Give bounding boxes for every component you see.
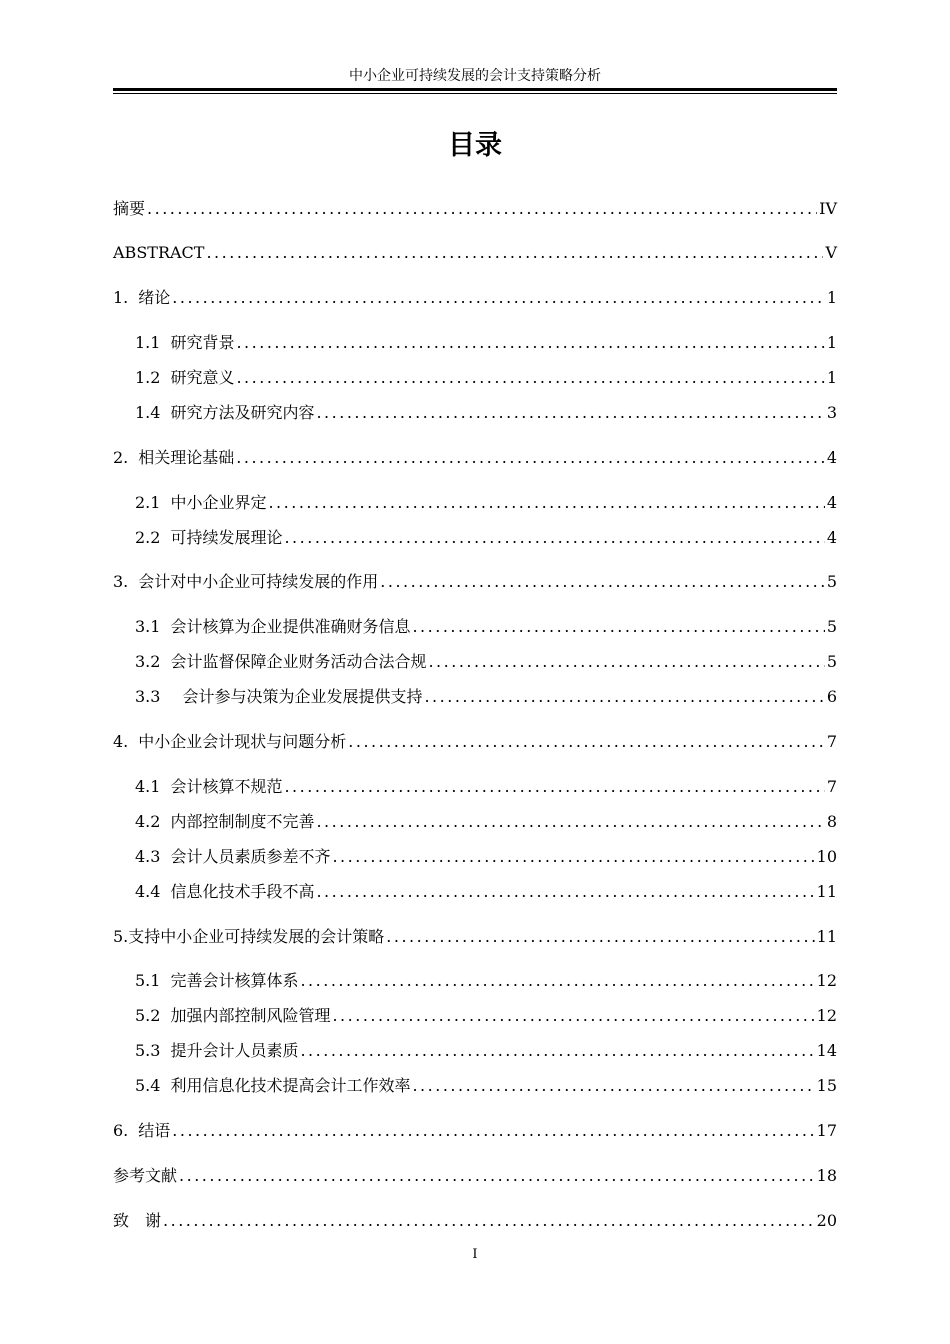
toc-entry-page: V (825, 243, 837, 262)
toc-entry-4-3[interactable] (135, 842, 837, 868)
toc-entry-4-1[interactable] (135, 772, 837, 798)
toc-entry-page: 7 (826, 777, 837, 796)
toc-entry-3-2[interactable] (135, 647, 837, 673)
toc-entry-number: 5.2 (135, 1006, 161, 1025)
toc-entry-number: 1.2 (135, 368, 161, 387)
toc-leader-dots (332, 846, 814, 868)
toc-leader-dots (268, 492, 824, 514)
toc-entry-references[interactable] (113, 1161, 837, 1187)
toc-entry-label: 加强内部控制风险管理 (170, 1006, 331, 1025)
toc-entry-page: 4 (826, 528, 837, 547)
toc-entry-label: 中小企业界定 (170, 493, 267, 512)
toc-entry-label: 会计监督保障企业财务活动合法合规 (170, 652, 427, 671)
toc-leader-dots (316, 402, 824, 424)
toc-entry-label: 可持续发展理论 (170, 528, 283, 547)
header-rule-thin (113, 93, 837, 94)
toc-leader-dots (386, 926, 814, 948)
toc-entry-number: 5.1 (135, 971, 161, 990)
toc-entry-label: 会计核算不规范 (170, 777, 283, 796)
toc-leader-dots (206, 242, 823, 264)
toc-entry-page: 5 (826, 572, 837, 591)
toc-entry-label: 提升会计人员素质 (170, 1041, 299, 1060)
toc-entry-label: 研究意义 (170, 368, 235, 387)
toc-leader-dots (236, 367, 824, 389)
toc-entry-number: 5.3 (135, 1041, 161, 1060)
toc-entry-chapter-4[interactable] (113, 727, 837, 753)
toc-entry-chapter-6[interactable] (113, 1116, 837, 1142)
toc-entry-number: 1. (113, 288, 129, 307)
toc-entry-label: 研究方法及研究内容 (170, 403, 315, 422)
toc-entry-page: 8 (826, 812, 837, 831)
toc-entry-page: 7 (826, 732, 837, 751)
toc-leader-dots (316, 811, 824, 833)
toc-entry-label: 会计人员素质参差不齐 (170, 847, 331, 866)
toc-entry-page: 15 (816, 1076, 837, 1095)
toc-entry-number: 2.2 (135, 528, 161, 547)
toc-entry-number: 5.4 (135, 1076, 161, 1095)
toc-entry-4-2[interactable] (135, 807, 837, 833)
toc-entry-page: 18 (816, 1166, 837, 1185)
toc-entry-number: 4.4 (135, 882, 161, 901)
toc-entry-label: 会计核算为企业提供准确财务信息 (170, 617, 411, 636)
toc-entry-5-3[interactable] (135, 1036, 837, 1062)
toc-entry-number: 2.1 (135, 493, 161, 512)
toc-leader-dots (300, 1040, 814, 1062)
toc-leader-dots (428, 651, 824, 673)
toc-entry-number: 4.1 (135, 777, 161, 796)
toc-entry-page: 1 (826, 333, 837, 352)
toc-entry-number: 3. (113, 572, 129, 591)
toc-entry-number: 2. (113, 448, 129, 467)
toc-leader-dots (163, 1210, 815, 1232)
toc-entry-4-4[interactable] (135, 877, 837, 903)
toc-leader-dots (236, 332, 824, 354)
toc-entry-page: 1 (826, 288, 837, 307)
toc-entry-number: 5. (113, 927, 129, 946)
toc-entry-page: 4 (826, 448, 837, 467)
toc-leader-dots (179, 1165, 815, 1187)
toc-entry-label: 中小企业会计现状与问题分析 (138, 732, 347, 751)
toc-entry-number: 3.3 (135, 687, 161, 706)
toc-leader-dots (172, 287, 825, 309)
toc-entry-page: 6 (826, 687, 837, 706)
toc-entry-1-2[interactable] (135, 363, 837, 389)
toc-entry-chapter-3[interactable] (113, 567, 837, 593)
toc-entry-label: 完善会计核算体系 (170, 971, 299, 990)
toc-entry-3-1[interactable] (135, 612, 837, 638)
toc-entry-1-1[interactable] (135, 328, 837, 354)
toc-leader-dots (412, 616, 824, 638)
toc-entry-5-1[interactable] (135, 966, 837, 992)
toc-entry-label: 利用信息化技术提高会计工作效率 (170, 1076, 411, 1095)
toc-entry-label: 支持中小企业可持续发展的会计策略 (128, 927, 385, 946)
toc-entry-number: 4.3 (135, 847, 161, 866)
toc-leader-dots (284, 776, 824, 798)
toc-leader-dots (316, 881, 814, 903)
toc-entry-abstract-cn[interactable] (113, 194, 837, 220)
toc-entry-label: 内部控制制度不完善 (170, 812, 315, 831)
toc-entry-number: 4.2 (135, 812, 161, 831)
toc-entry-number: 1.1 (135, 333, 161, 352)
toc-leader-dots (424, 686, 824, 708)
toc-entry-page: 11 (816, 882, 837, 901)
toc-entry-label: 信息化技术手段不高 (170, 882, 315, 901)
toc-entry-page: 10 (816, 847, 837, 866)
toc-entry-chapter-1[interactable] (113, 283, 837, 309)
toc-entry-page: 12 (816, 971, 837, 990)
toc-entry-label: 研究背景 (170, 333, 235, 352)
toc-entry-number: 4. (113, 732, 129, 751)
toc-entry-label: 会计参与决策为企业发展提供支持 (182, 687, 423, 706)
toc-leader-dots (147, 198, 817, 220)
toc-entry-page: 14 (816, 1041, 837, 1060)
toc-entry-label: 绪论 (138, 288, 171, 307)
toc-entry-chapter-5[interactable] (113, 922, 837, 948)
toc-entry-label: 摘要 (113, 199, 146, 218)
running-header: 中小企业可持续发展的会计支持策略分析 (349, 68, 601, 84)
toc-entry-page: 11 (816, 927, 837, 946)
toc-leader-dots (348, 731, 825, 753)
toc-entry-2-2[interactable] (135, 523, 837, 549)
toc-entry-page: 3 (826, 403, 837, 422)
toc-leader-dots (284, 527, 824, 549)
toc-entry-5-4[interactable] (135, 1071, 837, 1097)
toc-entry-label: 致 谢 (113, 1211, 162, 1230)
toc-entry-page: IV (819, 199, 837, 218)
toc-entry-acknowledgements[interactable] (113, 1206, 837, 1232)
toc-entry-page: 5 (826, 617, 837, 636)
page-number: I (472, 1247, 478, 1262)
toc-entry-label: ABSTRACT (113, 243, 205, 262)
toc-leader-dots (236, 447, 825, 469)
toc-leader-dots (332, 1005, 814, 1027)
toc-entry-label: 会计对中小企业可持续发展的作用 (138, 572, 379, 591)
toc-entry-chapter-2[interactable] (113, 443, 837, 469)
toc-entry-page: 5 (826, 652, 837, 671)
toc-entry-3-3[interactable] (135, 682, 837, 708)
toc-entry-page: 12 (816, 1006, 837, 1025)
toc-entry-label: 结语 (138, 1121, 171, 1140)
toc-entry-label: 相关理论基础 (138, 448, 235, 467)
toc-entry-page: 17 (816, 1121, 837, 1140)
toc-leader-dots (412, 1075, 814, 1097)
toc-entry-label: 参考文献 (113, 1166, 178, 1185)
header-rule-thick (113, 88, 837, 91)
toc-entry-number: 6. (113, 1121, 129, 1140)
toc-entry-page: 4 (826, 493, 837, 512)
toc-entry-number: 3.2 (135, 652, 161, 671)
toc-entry-page: 1 (826, 368, 837, 387)
toc-entry-number: 1.4 (135, 403, 161, 422)
toc-entry-1-4[interactable] (135, 398, 837, 424)
toc-leader-dots (380, 571, 825, 593)
page-title: 目录 (448, 130, 502, 161)
toc-entry-5-2[interactable] (135, 1001, 837, 1027)
toc-entry-2-1[interactable] (135, 488, 837, 514)
toc-leader-dots (172, 1120, 814, 1142)
toc-entry-number: 3.1 (135, 617, 161, 636)
toc-entry-page: 20 (816, 1211, 837, 1230)
toc-leader-dots (300, 970, 814, 992)
toc-entry-abstract-en[interactable] (113, 238, 837, 264)
